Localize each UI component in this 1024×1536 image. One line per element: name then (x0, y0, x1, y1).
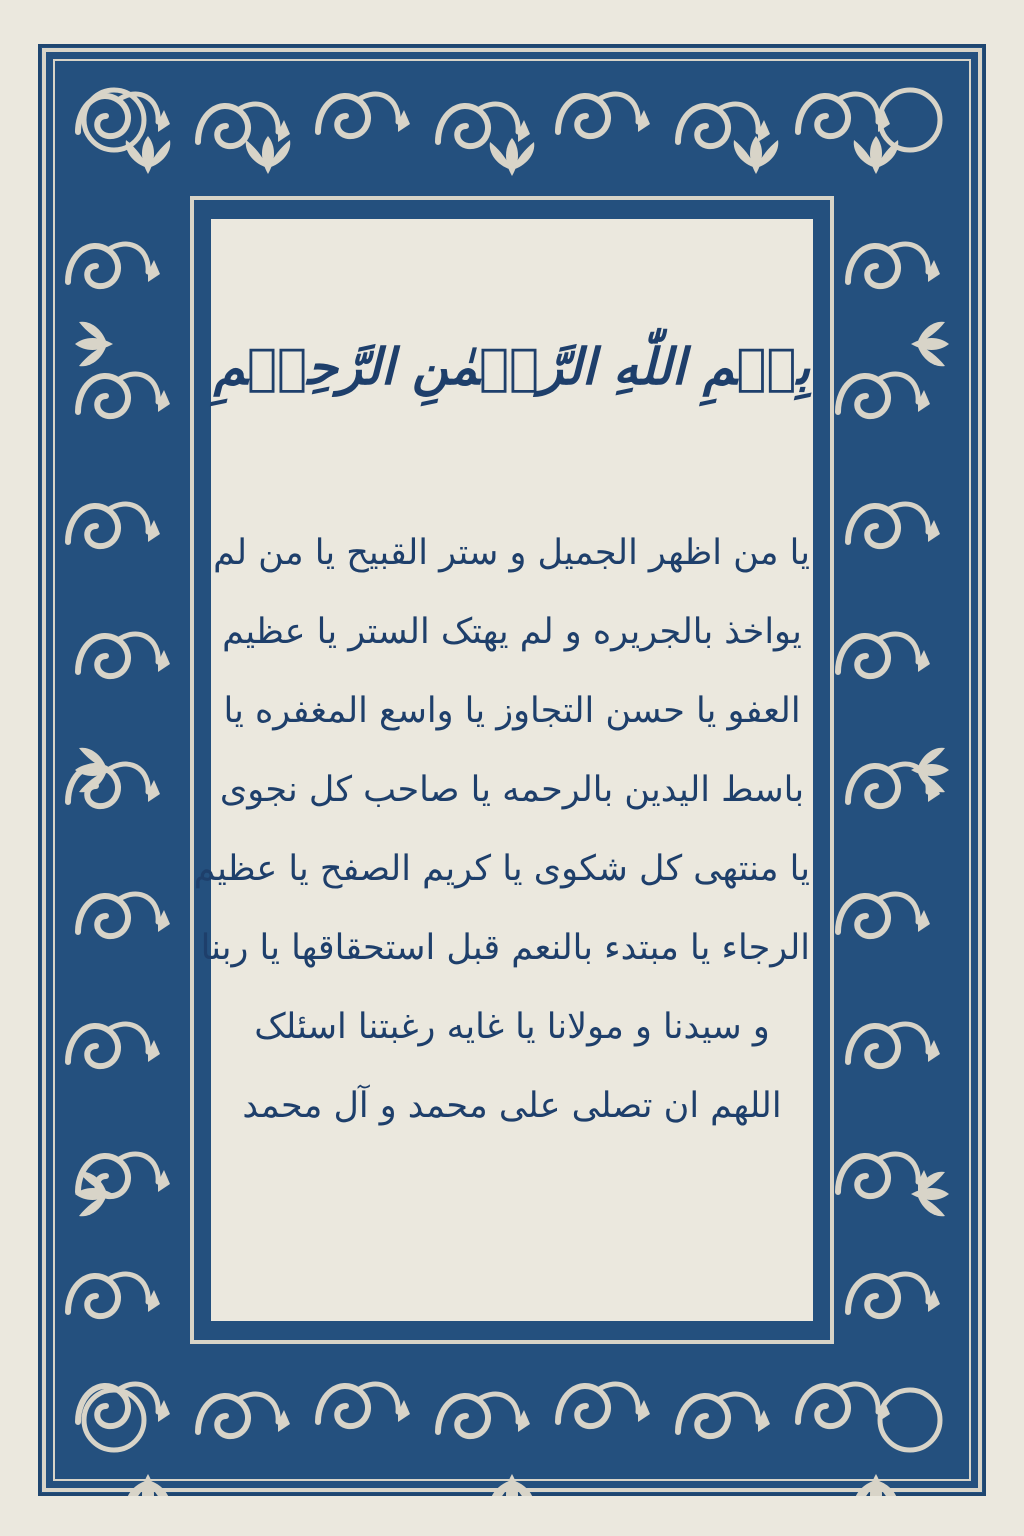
prayer-line-3: العفو يا حسن التجاوز يا واسع المغفره يا (223, 691, 801, 731)
prayer-line-5: يا منتهى كل شکوى يا كريم الصفح يا عظيم (193, 849, 810, 889)
prayer-line-7: و سيدنا و مولانا يا غايه رغبتنا اسئلک (254, 1007, 770, 1047)
prayer-line-6: الرجاء يا مبتدء بالنعم قبل استحقاقها يا ربنا (200, 928, 810, 968)
text-panel (193, 216, 816, 1324)
prayer-line-1: يا من اظهر الجميل و ستر القبيح يا من لم (213, 533, 810, 573)
prayer-line-4: باسط اليدين بالرحمه يا صاحب كل نجوى (219, 770, 805, 810)
prayer-text (193, 514, 810, 1146)
basmala-heading: بِسۡمِ اللّٰهِ الرَّحۡمٰنِ الرَّحِيۡمِ (213, 337, 811, 396)
prayer-line-2: يواخذ بالجريره و لم يهتک الستر يا عظيم (222, 612, 802, 652)
prayer-line-8: اللهم ان تصلى على محمد و آل محمد (242, 1086, 782, 1126)
